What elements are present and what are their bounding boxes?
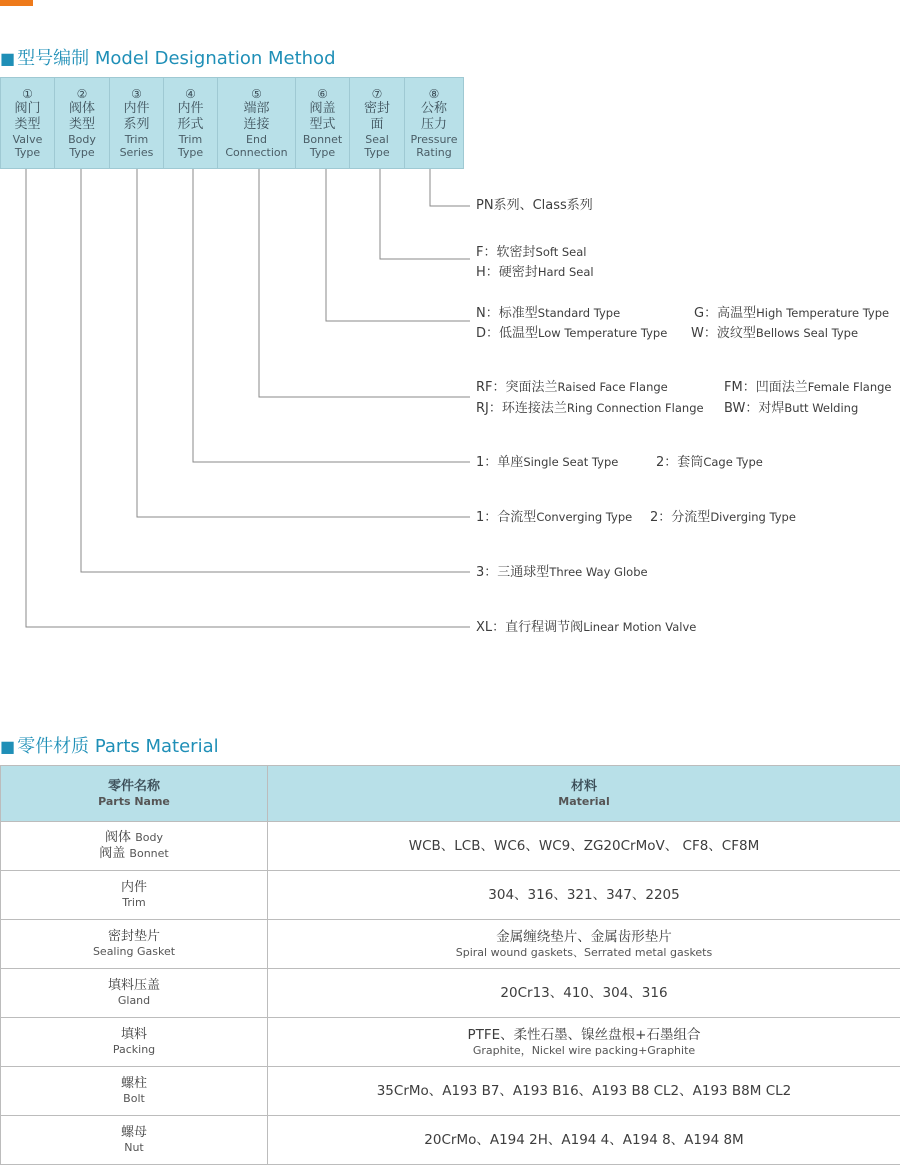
code-cell-end-connection: ⑤ 端部 连接 End Connection: [217, 77, 296, 169]
option-trim-type-single: 1：单座Single Seat Type: [476, 455, 619, 470]
option-trim-series-diverging: 2：分流型Diverging Type: [650, 510, 796, 525]
part-name-cell: 阀体 Body 阀盖 Bonnet: [1, 822, 268, 871]
material-cell: 35CrMo、A193 B7、A193 B16、A193 B8 CL2、A193 B8M CL2: [268, 1067, 900, 1116]
table-row: [1, 822, 900, 871]
option-bonnet-bellows: W：波纹型Bellows Seal Type: [691, 326, 859, 341]
code-cell-trim-series: ③ 内件 系列 Trim Series: [109, 77, 164, 169]
code-cell-pressure-rating: ⑧ 公称 压力 Pressure Rating: [404, 77, 464, 169]
part-name-cell: 密封垫片 Sealing Gasket: [1, 920, 268, 969]
leader-body: [81, 169, 470, 572]
option-end-rf: RF：突面法兰Raised Face Flange: [476, 380, 668, 395]
option-bonnet-standard: N：标准型Standard Type: [476, 306, 621, 321]
leader-trim-series: [137, 169, 470, 517]
material-cell: 304、316、321、347、2205: [268, 871, 900, 920]
table-header-row: [1, 766, 900, 822]
part-name-cell: 内件 Trim: [1, 871, 268, 920]
option-end-fm: FM：凹面法兰Female Flange: [724, 380, 892, 395]
option-trim-series-converging: 1：合流型Converging Type: [476, 510, 633, 525]
header-parts-name: 零件名称 Parts Name: [1, 766, 268, 822]
option-end-rj: RJ：环连接法兰Ring Connection Flange: [476, 401, 704, 416]
option-end-bw: BW：对焊Butt Welding: [724, 401, 859, 416]
code-cell-bonnet-type: ⑥ 阀盖 型式 Bonnet Type: [295, 77, 350, 169]
leader-valve: [26, 169, 470, 627]
parts-section-title: ■ 零件材质 Parts Material: [0, 736, 219, 757]
option-trim-type-cage: 2：套筒Cage Type: [656, 455, 763, 470]
table-row: [1, 1116, 900, 1165]
leader-seal: [380, 169, 470, 259]
option-body-three-way: 3：三通球型Three Way Globe: [476, 565, 648, 580]
option-valve-linear: XL：直行程调节阀Linear Motion Valve: [476, 620, 697, 635]
leader-trim-type: [193, 169, 470, 462]
parts-material-table: [0, 765, 900, 1165]
option-pressure: PN系列、Class系列: [476, 198, 593, 213]
model-section-title: ■ 型号编制 Model Designation Method: [0, 48, 336, 69]
code-cell-seal-type: ⑦ 密封 面 Seal Type: [349, 77, 405, 169]
code-cell-valve-type: ① 阀门 类型 Valve Type: [0, 77, 55, 169]
part-name-cell: 螺柱 Bolt: [1, 1067, 268, 1116]
part-name-cell: 填料 Packing: [1, 1018, 268, 1067]
code-cell-trim-type: ④ 内件 形式 Trim Type: [163, 77, 218, 169]
material-cell: 20Cr13、410、304、316: [268, 969, 900, 1018]
option-seal-soft: F：软密封Soft Seal: [476, 245, 587, 260]
table-row: [1, 1067, 900, 1116]
code-cell-body-type: ② 阀体 类型 Body Type: [54, 77, 110, 169]
material-cell: 20CrMo、A194 2H、A194 4、A194 8、A194 8M: [268, 1116, 900, 1165]
table-row: [1, 969, 900, 1018]
leader-end: [259, 169, 470, 397]
material-cell: WCB、LCB、WC6、WC9、ZG20CrMoV、 CF8、CF8M: [268, 822, 900, 871]
leader-bonnet: [326, 169, 470, 321]
table-row: [1, 1018, 900, 1067]
title-marker-icon: ■: [0, 737, 16, 756]
option-bonnet-high-temp: G：高温型High Temperature Type: [694, 306, 890, 321]
title-marker-icon: ■: [0, 49, 16, 68]
header-material: 材料 Material: [268, 766, 900, 822]
option-seal-hard: H：硬密封Hard Seal: [476, 265, 594, 280]
leader-pressure: [430, 169, 470, 206]
material-cell: PTFE、柔性石墨、镍丝盘根+石墨组合 Graphite，Nickel wire packing+Graphite: [268, 1018, 900, 1067]
part-name-cell: 填料压盖 Gland: [1, 969, 268, 1018]
part-name-cell: 螺母 Nut: [1, 1116, 268, 1165]
table-row: [1, 871, 900, 920]
material-cell: 金属缠绕垫片、金属齿形垫片 Spiral wound gaskets、Serrated metal gaskets: [268, 920, 900, 969]
option-bonnet-low-temp: D：低温型Low Temperature Type: [476, 326, 668, 341]
table-row: [1, 920, 900, 969]
